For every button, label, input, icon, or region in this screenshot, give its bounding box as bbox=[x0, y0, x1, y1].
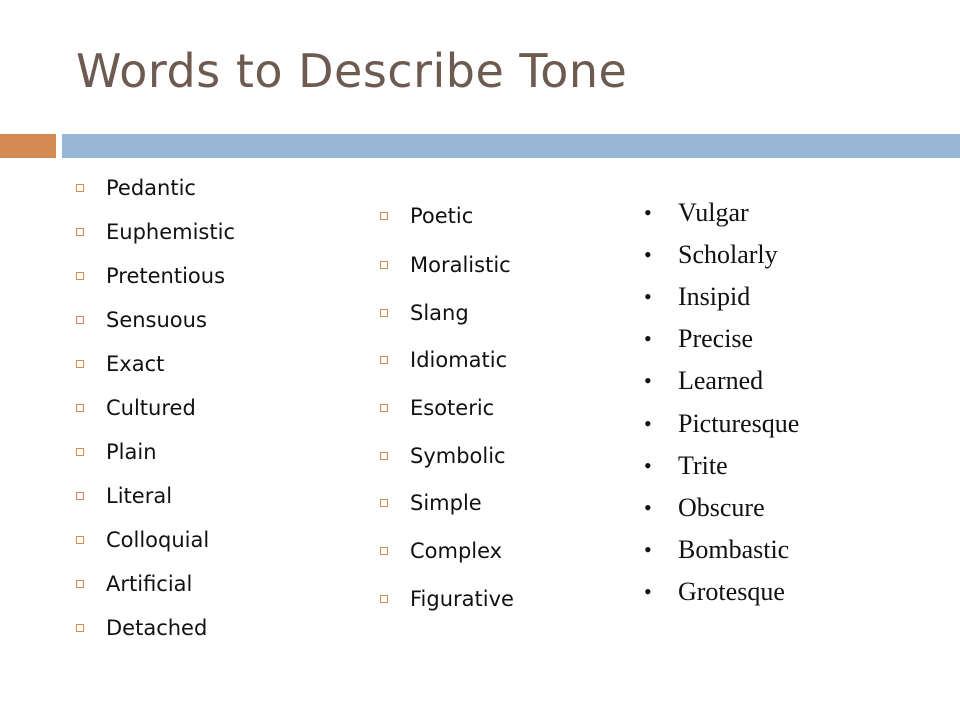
list-item: • Precise bbox=[644, 324, 754, 353]
list-item: Euphemistic bbox=[76, 220, 235, 244]
square-bullet-icon bbox=[380, 309, 388, 317]
bullet-dot-icon: • bbox=[644, 368, 652, 393]
list-item: Colloquial bbox=[76, 528, 209, 552]
square-bullet-icon bbox=[76, 492, 84, 500]
square-bullet-icon bbox=[380, 452, 388, 460]
list-item: • Bombastic bbox=[644, 535, 790, 564]
list-item: Pretentious bbox=[76, 264, 225, 288]
list-item: • Grotesque bbox=[644, 577, 785, 606]
list-item: • Vulgar bbox=[644, 198, 749, 227]
list-item: Literal bbox=[76, 484, 172, 508]
bullet-dot-icon: • bbox=[644, 579, 652, 604]
square-bullet-icon bbox=[76, 448, 84, 456]
list-item: Figurative bbox=[380, 587, 514, 611]
list-item: Cultured bbox=[76, 396, 196, 420]
list-item: Sensuous bbox=[76, 308, 207, 332]
list-item: • Picturesque bbox=[644, 409, 800, 438]
square-bullet-icon bbox=[380, 404, 388, 412]
bullet-dot-icon: • bbox=[644, 242, 652, 267]
list-item: • Learned bbox=[644, 366, 764, 395]
list-item: • Insipid bbox=[644, 282, 751, 311]
list-item: • Scholarly bbox=[644, 240, 778, 269]
bullet-dot-icon: • bbox=[644, 284, 652, 309]
bullet-dot-icon: • bbox=[644, 200, 652, 225]
square-bullet-icon bbox=[76, 184, 84, 192]
slide-title: Words to Describe Tone bbox=[76, 44, 628, 98]
square-bullet-icon bbox=[76, 580, 84, 588]
bullet-dot-icon: • bbox=[644, 495, 652, 520]
list-item: Slang bbox=[380, 301, 469, 325]
bullet-dot-icon: • bbox=[644, 453, 652, 478]
square-bullet-icon bbox=[76, 624, 84, 632]
list-item: Artificial bbox=[76, 572, 192, 596]
square-bullet-icon bbox=[76, 536, 84, 544]
square-bullet-icon bbox=[76, 272, 84, 280]
square-bullet-icon bbox=[380, 356, 388, 364]
square-bullet-icon bbox=[76, 404, 84, 412]
square-bullet-icon bbox=[76, 316, 84, 324]
list-item: Simple bbox=[380, 491, 482, 515]
list-item: • Trite bbox=[644, 451, 728, 480]
list-item: Idiomatic bbox=[380, 348, 507, 372]
list-item: Moralistic bbox=[380, 253, 511, 277]
bullet-dot-icon: • bbox=[644, 537, 652, 562]
square-bullet-icon bbox=[380, 595, 388, 603]
square-bullet-icon bbox=[380, 499, 388, 507]
list-item: Pedantic bbox=[76, 176, 196, 200]
bullet-dot-icon: • bbox=[644, 411, 652, 436]
square-bullet-icon bbox=[380, 547, 388, 555]
bullet-dot-icon: • bbox=[644, 326, 652, 351]
accent-bar-orange bbox=[0, 134, 56, 158]
square-bullet-icon bbox=[380, 212, 388, 220]
list-item: Plain bbox=[76, 440, 157, 464]
list-item: Complex bbox=[380, 539, 502, 563]
accent-bar-blue bbox=[62, 134, 960, 158]
list-item: Poetic bbox=[380, 204, 473, 228]
square-bullet-icon bbox=[380, 261, 388, 269]
square-bullet-icon bbox=[76, 228, 84, 236]
list-item: Esoteric bbox=[380, 396, 494, 420]
list-item: • Obscure bbox=[644, 493, 765, 522]
list-item: Symbolic bbox=[380, 444, 506, 468]
list-item: Detached bbox=[76, 616, 207, 640]
list-item: Exact bbox=[76, 352, 164, 376]
square-bullet-icon bbox=[76, 360, 84, 368]
